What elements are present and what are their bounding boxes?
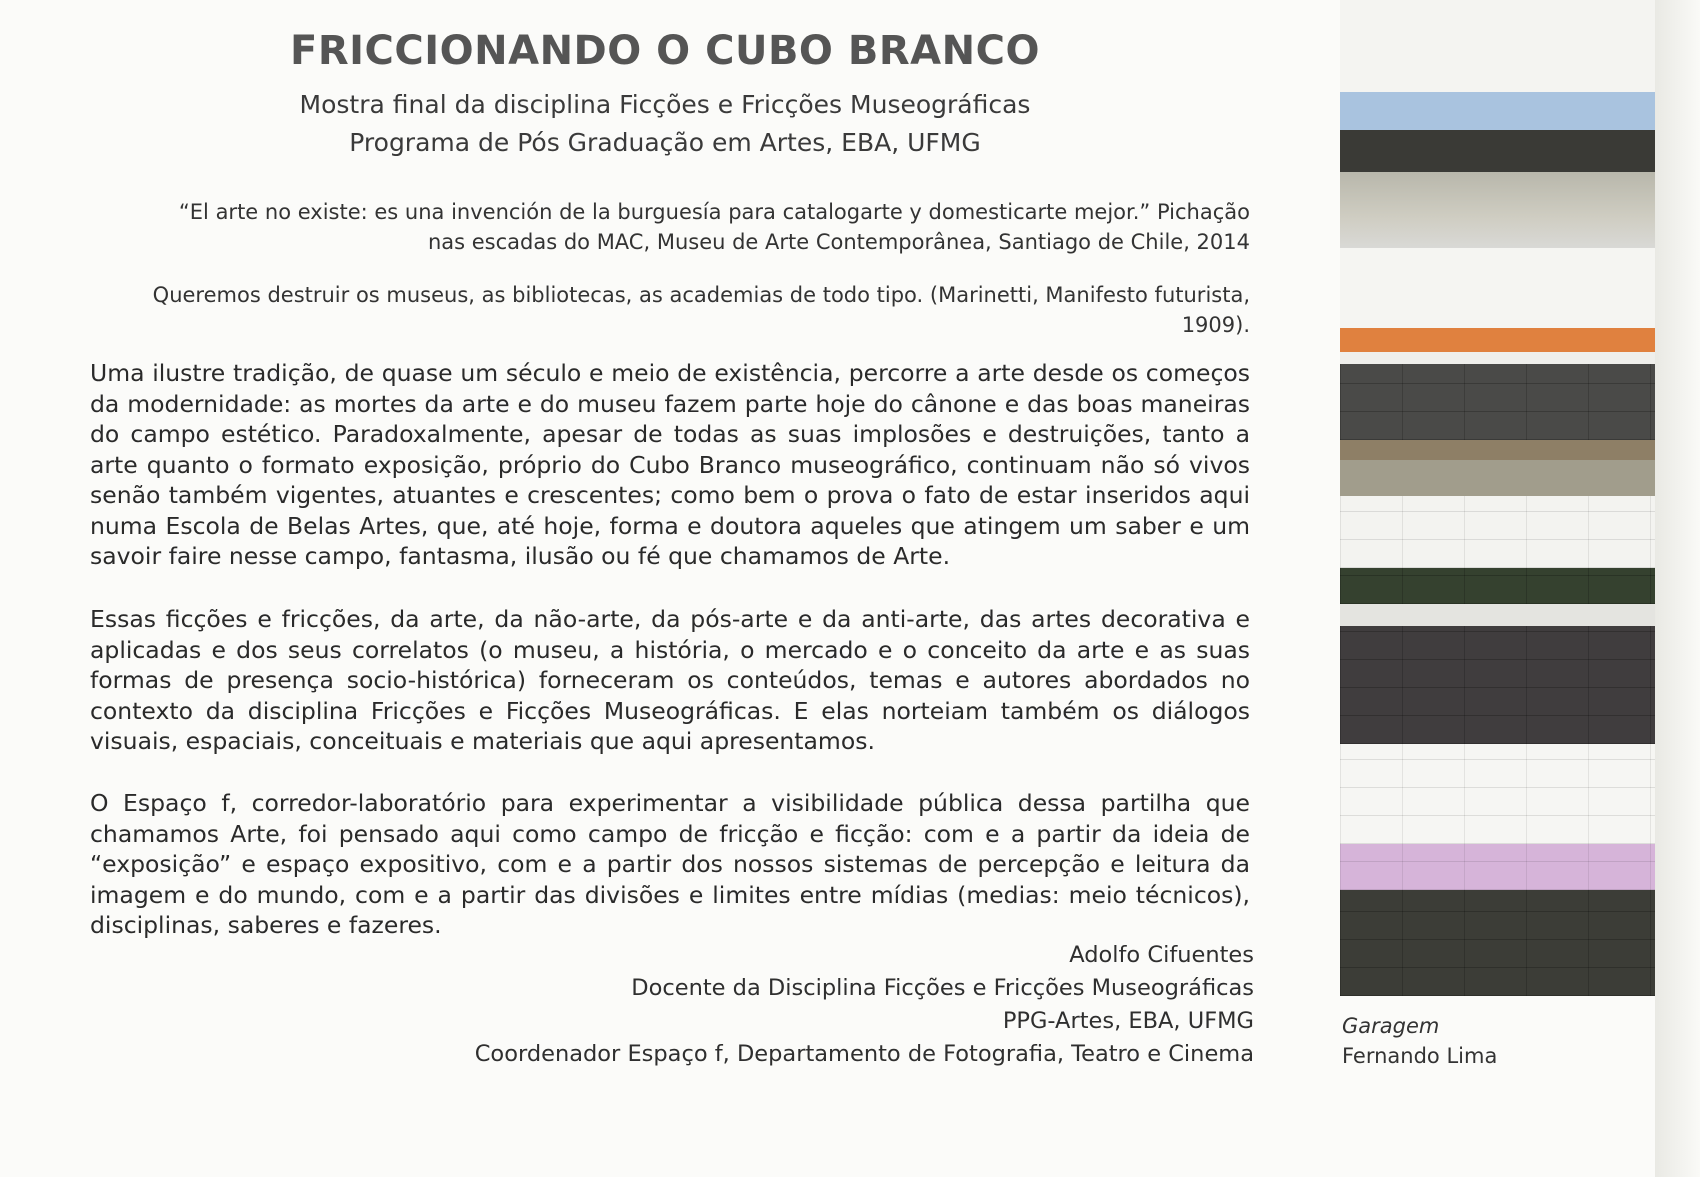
photo-band-white-gap xyxy=(1340,352,1656,364)
signature-role-1: Docente da Disciplina Ficções e Fricções Museográficas xyxy=(631,975,1254,1001)
photo-band-orange xyxy=(1340,328,1656,352)
photo-band-taupe xyxy=(1340,460,1656,496)
photo-band-lilac xyxy=(1340,844,1656,890)
photo-band-floor-dark xyxy=(1340,890,1656,996)
body-paragraph-3: O Espaço f, corredor-laboratório para experimentar a visibilidade pública dessa partilha que chamamos Arte, foi pensado aqui como campo de fricção e ficção: com e a partir da ideia de “exposição” e espaço expositivo, com e a partir dos nossos sistemas de percepção e leitura da imagem e do mundo, com e a partir das divisões e limites entre mídias (medias: meio técnicos), disciplinas, saberes e fazeres. xyxy=(90,789,1250,939)
epigraph-graffiti-line-1: “El arte no existe: es una invención de la burguesía para catalogarte y domesticarte mejor.” Pichação xyxy=(178,200,1250,224)
signature-role-3: Coordenador Espaço f, Departamento de Fotografia, Teatro e Cinema xyxy=(474,1041,1254,1067)
subtitle-program: Programa de Pós Graduação em Artes, EBA, UFMG xyxy=(349,128,981,157)
body-paragraph-2: Essas ficções e fricções, da arte, da não-arte, da pós-arte e da anti-arte, das artes decorativa e aplicadas e dos seus correlatos (o museu, a história, o mercado e o conceito da arte e as suas formas de presença socio-histórica) forneceram os conteúdos, temas e autores abordados no contexto da disciplina Fricções e Ficções Museográficas. E elas norteiam também os diálogos visuais, espaciais, conceituais e materiais que aqui apresentamos. xyxy=(90,605,1250,755)
photo-band-charcoal-bricks xyxy=(1340,626,1656,744)
body-paragraph-1: Uma ilustre tradição, de quase um século e meio de existência, percorre a arte desde os começos da modernidade: as mortes da arte e do museu fazem parte hoje do cânone e das boas maneiras do campo estético. Paradoxalmente, apesar de todas as suas implosões e destruições, tanto a arte quanto o formato exposição, próprio do Cubo Branco museográfico, continuam não só vivos senão também vigentes, atuantes e crescentes; como bem o prova o fato de estar inseridos aqui numa Escola de Belas Artes, que, até hoje, forma e doutora aqueles que atingem um saber e um savoir faire nesse campo, fantasma, ilusão ou fé que chamamos de Arte. xyxy=(90,359,1250,570)
signature-role-2: PPG-Artes, EBA, UFMG xyxy=(1002,1008,1254,1034)
epigraph-marinetti-line-2: 1909). xyxy=(1181,313,1250,337)
epigraph-graffiti xyxy=(80,197,1250,257)
photo-band-white-bricks-2 xyxy=(1340,744,1656,844)
photo-band-beige xyxy=(1340,172,1656,248)
photo-band-white-top xyxy=(1340,0,1656,92)
photo-band-green xyxy=(1340,568,1656,604)
subtitle-course: Mostra final da disciplina Ficções e Fricções Museográficas xyxy=(299,90,1031,119)
photo-band-gray-bricks xyxy=(1340,364,1656,440)
artwork-artist: Fernando Lima xyxy=(1342,1044,1498,1068)
photo-band-white-bricks xyxy=(1340,496,1656,568)
signature-name: Adolfo Cifuentes xyxy=(1069,942,1254,968)
epigraph-marinetti-line-1: Queremos destruir os museus, as bibliotecas, as academias de todo tipo. (Marinetti, Manifesto futurista, xyxy=(152,283,1250,307)
artwork-photo-garagem xyxy=(1340,0,1656,996)
photo-band-dark xyxy=(1340,130,1656,172)
artwork-title: Garagem xyxy=(1342,1014,1440,1038)
photo-band-sky-blue xyxy=(1340,92,1656,130)
page-title: FRICCIONANDO O CUBO BRANCO xyxy=(290,28,1040,74)
epigraph-marinetti xyxy=(80,280,1250,340)
epigraph-graffiti-line-2: nas escadas do MAC, Museu de Arte Contemporânea, Santiago de Chile, 2014 xyxy=(427,230,1250,254)
page-edge-shadow xyxy=(1655,0,1700,1177)
photo-band-light-strip xyxy=(1340,604,1656,626)
photo-band-white-1 xyxy=(1340,248,1656,328)
photo-band-brown xyxy=(1340,440,1656,460)
